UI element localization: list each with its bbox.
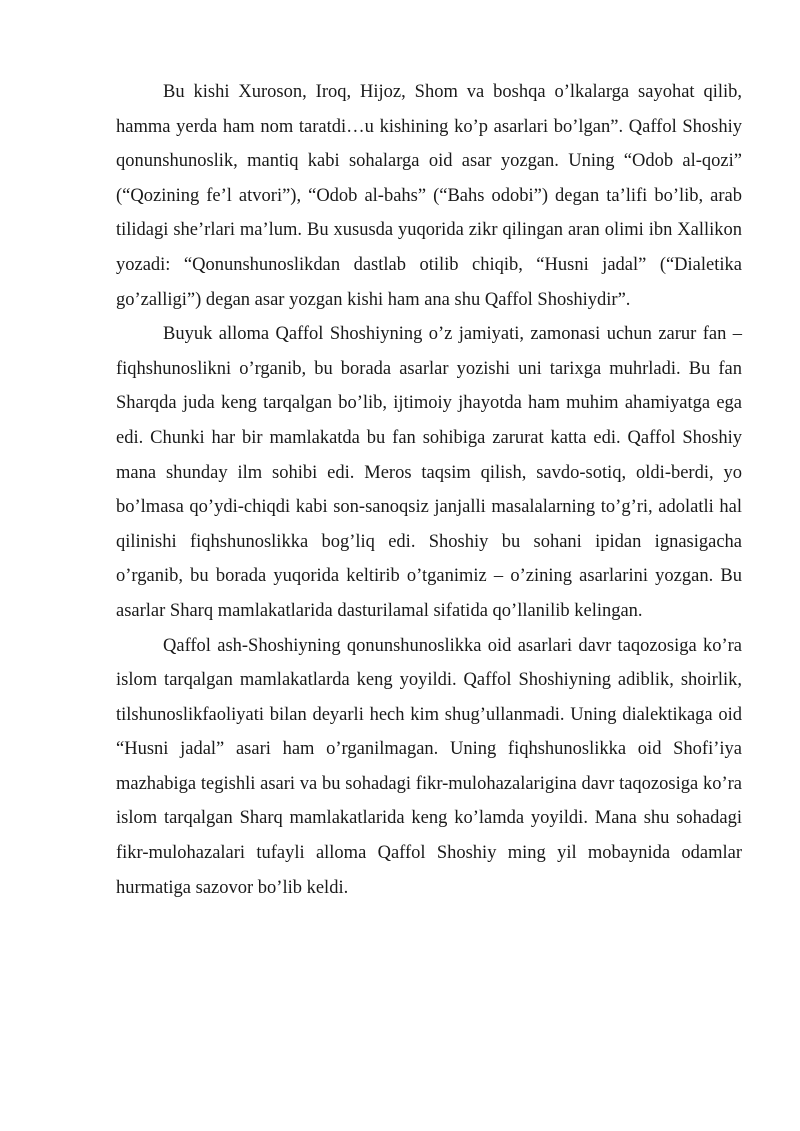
paragraph-1: Bu kishi Xuroson, Iroq, Hijoz, Shom va boshqa o’lkalarga sayohat qilib, hamma yerda ham nom taratdi…u kishining ko’p asarlari bo’lgan”. Qaffol Shoshiy qonunshunoslik, mantiq kabi sohalarga oid asar yozgan. Uning “Odob al-qozi” (“Qozining fe’l atvori”), “Odob al-bahs” (“Bahs odobi”) degan ta’lifi bo’lib, arab tilidagi she’rlari ma’lum. Bu xususda yuqorida zikr qilingan aran olimi ibn Xallikon yozadi: “Qonunshunoslikdan dastlab otilib chiqib, “Husni jadal” (“Dialetika go’zalligi”) degan asar yozgan kishi ham ana shu Qaffol Shoshiydir”. <box>116 82 742 310</box>
paragraph-2: Buyuk alloma Qaffol Shoshiyning o’z jamiyati, zamonasi uchun zarur fan – fiqhshunoslikni o’rganib, bu borada asarlar yozishi uni tarixga muhrladi. Bu fan Sharqda juda keng tarqalgan bo’lib, ijtimoiy jhayotda ham muhim ahamiyatga ega edi. Chunki har bir mamlakatda bu fan sohibiga zarurat katta edi. Qaffol Shoshiy mana shunday ilm sohibi edi. Meros taqsim qilish, savdo-sotiq, oldi-berdi, yo bo’lmasa qo’ydi-chiqdi kabi son-sanoqsiz janjalli masalalarning to’g’ri, adolatli hal qilinishi fiqhshunoslikka bog’liq edi. Shoshiy bu sohani ipidan ignasigacha o’rganib, bu borada yuqorida keltirib o’tganimiz – o’zining asarlarini yozgan. Bu asarlar Sharq mamlakatlarida dasturilamal sifatida qo’llanilib kelingan. <box>116 324 742 621</box>
document-page <box>116 75 742 905</box>
paragraph-3: Qaffol ash-Shoshiyning qonunshunoslikka oid asarlari davr taqozosiga ko’ra islom tarqalgan mamlakatlarda keng yoyildi. Qaffol Shoshiyning adiblik, shoirlik, tilshunoslikfaoliyati bilan deyarli hech kim shug’ullanmadi. Uning dialektikaga oid “Husni jadal” asari ham o’rganilmagan. Uning fiqhshunoslikka oid Shofi’iya mazhabiga tegishli asari va bu sohadagi fikr-mulohazalarigina davr taqozosiga ko’ra islom tarqalgan Sharq mamlakatlarida keng ko’lamda yoyildi. Mana shu sohadagi fikr-mulohazalari tufayli alloma Qaffol Shoshiy ming yil mobaynida odamlar hurmatiga sazovor bo’lib keldi. <box>116 635 742 898</box>
